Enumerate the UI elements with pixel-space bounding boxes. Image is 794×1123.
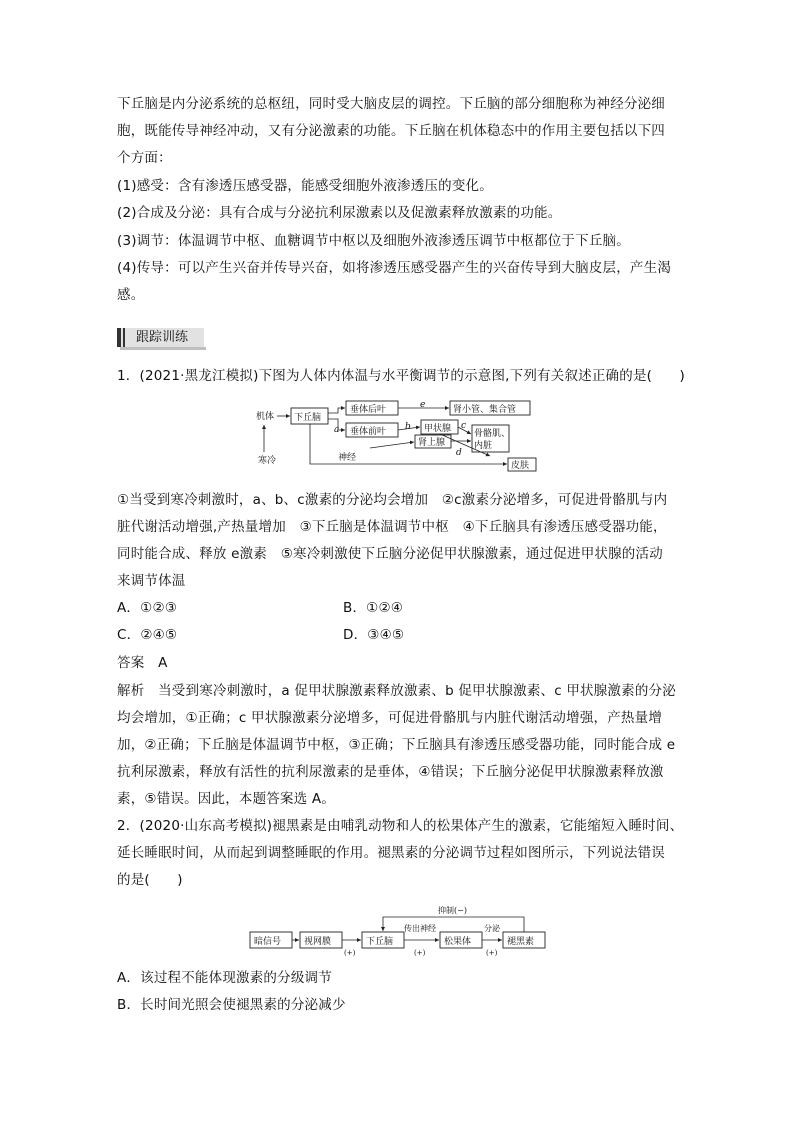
intro-point-4-cont: 感。 [117, 287, 145, 303]
q1-statement-line-3: 同时能合成、释放 e激素 ⑤寒冷刺激使下丘脑分泌促甲状腺激素，通过促进甲状腺的活动 [117, 546, 663, 562]
q1-letter-b: b [405, 422, 411, 432]
q1-skin-text: 皮肤 [511, 461, 530, 471]
q2-plus-2: (+) [414, 949, 426, 957]
q1-analysis-line-2: 均会增加，①正确；c 甲状腺激素分泌增多，可促进骨骼肌与内脏代谢活动增强，产热量增 [117, 710, 663, 726]
q1-answer: 答案 A [117, 655, 168, 671]
intro-point-4: (4)传导：可以产生兴奋并传导兴奋，如将渗透压感受器产生的兴奋传导到大脑皮层，产生渴 [117, 260, 672, 276]
intro-point-2: (2)合成及分泌：具有合成与分泌抗利尿激素以及促激素释放激素的功能。 [117, 205, 562, 221]
intro-line-1: 下丘脑是内分泌系统的总枢纽，同时受大脑皮层的调控。下丘脑的部分细胞称为神经分泌细 [117, 96, 665, 112]
q1-posterior-text: 垂体后叶 [350, 405, 387, 415]
q1-choice-d[interactable]: D．③④⑤ [343, 627, 405, 643]
q2-stem-line-3: 的是( ) [117, 872, 183, 888]
q2-nerve-text: 传出神经 [404, 924, 436, 933]
q2-secrete-text: 分泌 [484, 924, 500, 933]
q1-analysis-line-1: 解析 当受到寒冷刺激时，a 促甲状腺激素释放激素、b 促甲状腺激素、c 甲状腺激素的分泌 [117, 683, 676, 699]
q2-inhibit-text: 抑制(−) [438, 906, 467, 915]
q1-letter-a: a [334, 425, 340, 435]
q1-nerve-text: 神经 [338, 453, 357, 463]
q1-kidney-text: 肾小管、集合管 [453, 405, 517, 415]
q2-stem-line-2: 延长睡眠时间，从而起到调整睡眠的作用。褪黑素的分泌调节过程如图所示，下列说法错误 [117, 845, 665, 861]
q2-hypothalamus-text: 下丘脑 [366, 937, 394, 947]
section-title: 跟踪训练 [136, 330, 189, 345]
q2-diagram [248, 905, 548, 957]
q1-adrenal-text: 肾上腺 [418, 438, 446, 448]
q2-choice-a[interactable]: A．该过程不能体现激素的分级调节 [117, 970, 332, 986]
q1-letter-c: c [461, 421, 467, 431]
q2-pineal-text: 松果体 [444, 937, 472, 947]
q2-retina-text: 视网膜 [304, 937, 332, 947]
q1-statement-line-4: 来调节体温 [117, 573, 186, 589]
q1-diagram [250, 394, 540, 476]
q1-choice-c[interactable]: C．②④⑤ [117, 627, 178, 643]
q1-anterior-text: 垂体前叶 [350, 427, 387, 437]
q1-choice-a[interactable]: A．①②③ [117, 600, 178, 616]
intro-line-2: 胞，既能传导神经冲动，又有分泌激素的功能。下丘脑在机体稳态中的作用主要包括以下四 [117, 123, 665, 139]
section-bar-icon-2 [123, 328, 125, 347]
q2-melatonin-text: 褪黑素 [507, 937, 535, 947]
q2-dark-text: 暗信号 [254, 937, 282, 947]
q1-letter-d: d [456, 448, 462, 458]
intro-point-1: (1)感受：含有渗透压感受器，能感受细胞外液渗透压的变化。 [117, 178, 493, 194]
q1-choice-b[interactable]: B．①②④ [343, 600, 404, 616]
q1-statement-line-2: 脏代谢活动增强,产热量增加 ③下丘脑是体温调节中枢 ④下丘脑具有渗透压感受器功能， [117, 519, 667, 535]
q1-statement-line-1: ①当受到寒冷刺激时，a、b、c激素的分泌均会增加 ②c激素分泌增多，可促进骨骼肌与内 [117, 492, 668, 508]
q1-letter-e: e [420, 400, 426, 410]
q1-analysis-line-3: 加，②正确；下丘脑是体温调节中枢，③正确；下丘脑具有渗透压感受器功能，同时能合成 e [117, 737, 676, 753]
q1-hypothalamus-text: 下丘脑 [294, 413, 322, 423]
q1-stem: 1．(2021·黑龙江模拟)下图为人体内体温与水平衡调节的示意图,下列有关叙述正确的是( ) [117, 368, 685, 384]
q2-choice-b[interactable]: B．长时间光照会使褪黑素的分泌减少 [117, 997, 346, 1013]
q1-analysis-line-5: 素，⑤错误。因此，本题答案选 A。 [117, 791, 336, 807]
q2-stem-line-1: 2．(2020·山东高考模拟)褪黑素是由哺乳动物和人的松果体产生的激素，它能缩短入睡时间、 [117, 818, 684, 834]
section-heading [117, 328, 204, 347]
q2-plus-1: (+) [344, 949, 356, 957]
q2-plus-3: (+) [486, 949, 498, 957]
q1-body-label: 机体 [256, 412, 275, 422]
section-bar-icon [117, 328, 121, 347]
q1-muscle-text-1: 骨骼肌、 [474, 429, 511, 439]
section-underline [120, 347, 206, 350]
q1-cold-label: 寒冷 [258, 456, 277, 466]
q1-muscle-text-2: 内脏 [474, 441, 493, 451]
intro-point-3: (3)调节：体温调节中枢、血糖调节中枢以及细胞外液渗透压调节中枢都位于下丘脑。 [117, 233, 630, 249]
q1-thyroid-text: 甲状腺 [424, 424, 452, 434]
q1-analysis-line-4: 抗利尿激素，释放有活性的抗利尿激素的是垂体，④错误；下丘脑分泌促甲状腺激素释放激 [117, 764, 664, 780]
intro-line-3: 个方面： [117, 150, 172, 166]
